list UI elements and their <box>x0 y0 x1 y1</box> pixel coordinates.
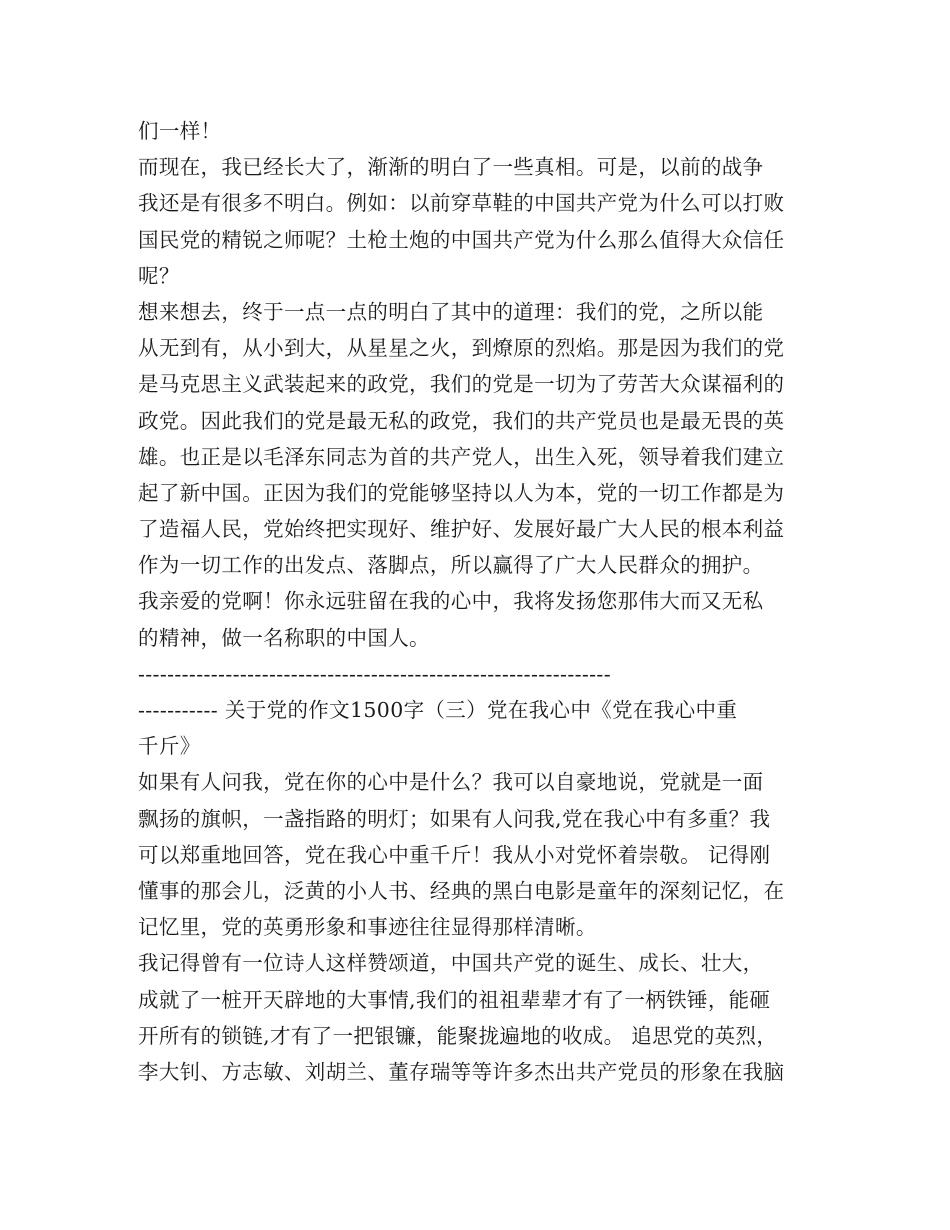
text-line: 政党。因此我们的党是最无私的政党，我们的共产党员也是最无畏的英 <box>138 408 785 433</box>
text-line: 国民党的精锐之师呢？土枪土炮的中国共产党为什么那么值得大众信任 <box>138 227 785 252</box>
separator-line: ----------------------------------------------------------------- <box>138 661 611 686</box>
text-line: 记忆里，党的英勇形象和事迹往往显得那样清晰。 <box>138 915 597 940</box>
text-line: 的精神，做一名称职的中国人。 <box>138 625 430 650</box>
section-heading-line: 千斤》 <box>138 734 201 759</box>
text-line: 我亲爱的党啊！你永远驻留在我的心中，我将发扬您那伟大而又无私 <box>138 589 764 614</box>
document-body <box>138 113 818 1090</box>
text-line: 我还是有很多不明白。例如：以前穿草鞋的中国共产党为什么可以打败 <box>138 191 785 216</box>
text-line: 飘扬的旗帜，一盏指路的明灯；如果有人问我,党在我心中有多重？我 <box>138 806 771 831</box>
text-line: 了造福人民，党始终把实现好、维护好、发展好最广大人民的根本利益 <box>138 517 785 542</box>
text-line: 可以郑重地回答，党在我心中重千斤！我从小对党怀着崇敬。 记得刚 <box>138 842 771 867</box>
text-line: 是马克思主义武装起来的政党，我们的党是一切为了劳苦大众谋福利的 <box>138 372 785 397</box>
text-line: 们一样！ <box>138 119 222 143</box>
text-line: 呢？ <box>138 263 180 288</box>
text-line: 从无到有，从小到大，从星星之火，到燎原的烈焰。那是因为我们的党 <box>138 336 785 361</box>
text-line: 如果有人问我，党在你的心中是什么？我可以自豪地说，党就是一面 <box>138 770 764 795</box>
section-heading-line: ----------- 关于党的作文1500字（三）党在我心中《党在我心中重 <box>138 698 738 722</box>
text-line: 雄。也正是以毛泽东同志为首的共产党人，出生入死，领导着我们建立 <box>138 444 785 469</box>
text-line: 作为一切工作的出发点、落脚点，所以赢得了广大人民群众的拥护。 <box>138 553 764 578</box>
text-line: 懂事的那会儿，泛黄的小人书、经典的黑白电影是童年的深刻记忆，在 <box>138 878 785 903</box>
text-line: 成就了一桩开天辟地的大事情,我们的祖祖辈辈才有了一柄铁锤，能砸 <box>138 987 771 1012</box>
text-line: 起了新中国。正因为我们的党能够坚持以人为本，党的一切工作都是为 <box>138 480 785 505</box>
text-line: 开所有的锁链,才有了一把银镰，能聚拢遍地的收成。 追思党的英烈， <box>138 1023 778 1048</box>
text-line: 我记得曾有一位诗人这样赞颂道，中国共产党的诞生、成长、壮大， <box>138 951 764 976</box>
text-line: 李大钊、方志敏、刘胡兰、董存瑞等等许多杰出共产党员的形象在我脑 <box>138 1059 785 1084</box>
text-line: 想来想去，终于一点一点的明白了其中的道理：我们的党，之所以能 <box>138 299 764 324</box>
text-line: 而现在，我已经长大了，渐渐的明白了一些真相。可是，以前的战争 <box>138 155 764 180</box>
